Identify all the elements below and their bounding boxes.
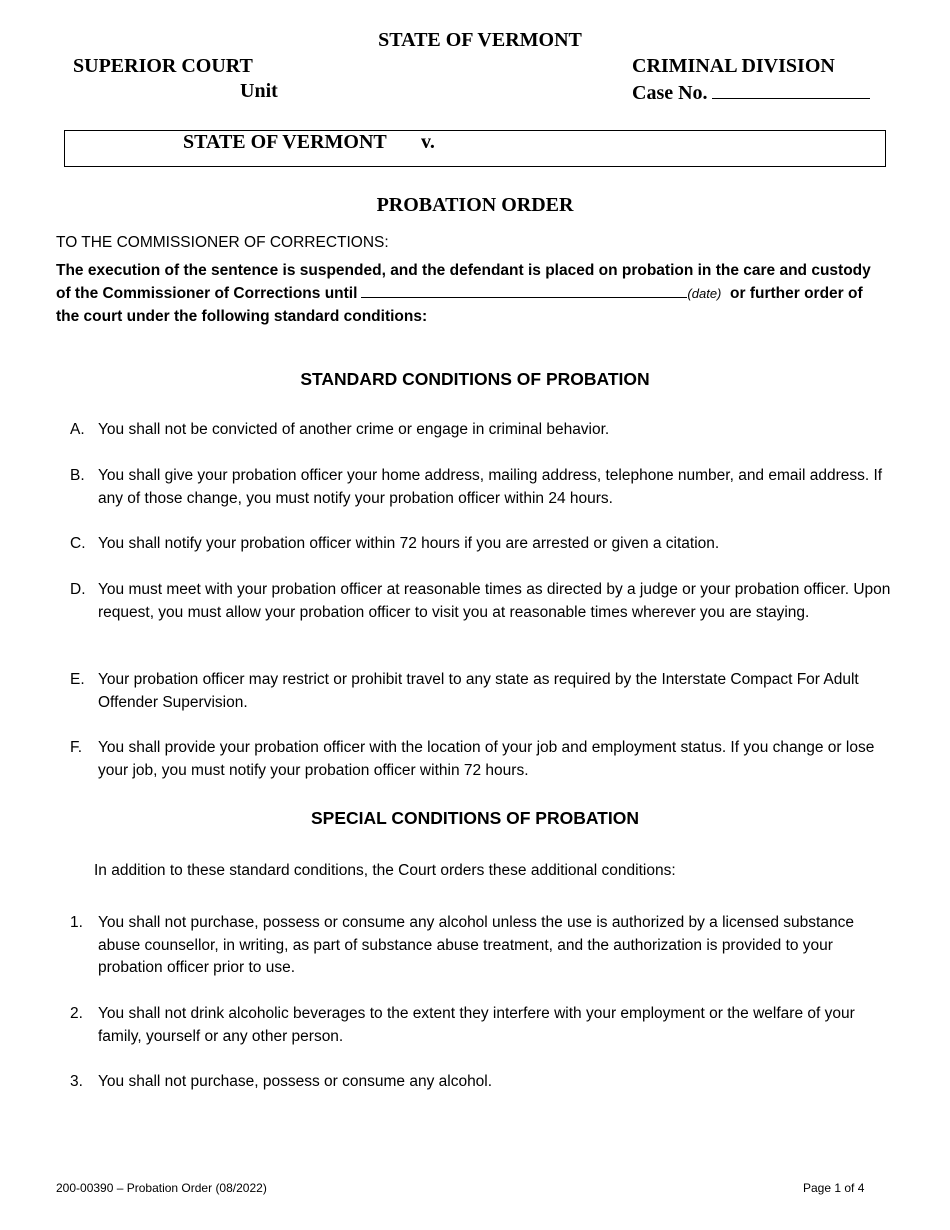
intro-text-part2: or further order of the court under the following standard conditions: — [56, 285, 863, 325]
condition-text: You must meet with your probation officer at reasonable times as directed by a judge or your probation officer. Upon request, you must allow your probation officer to visit you at reasonable times wherever you are staying. — [98, 581, 891, 621]
caption-versus: v. — [421, 131, 435, 153]
form-identifier: 200-00390 – Probation Order (08/2022) — [56, 1181, 267, 1195]
division-name: CRIMINAL DIVISION — [632, 55, 835, 77]
condition-text: You shall not drink alcoholic beverages to the extent they interfere with your employment or the welfare of your family, yourself or any other person. — [98, 1005, 855, 1045]
caption-plaintiff: STATE OF VERMONT — [183, 131, 387, 153]
condition-text: You shall provide your probation officer with the location of your job and employment status. If you change or lose your job, you must notify your probation officer within 72 hours. — [98, 739, 875, 779]
special-conditions-heading: SPECIAL CONDITIONS OF PROBATION — [311, 808, 639, 828]
condition-marker: B. — [70, 467, 85, 484]
court-name: SUPERIOR COURT — [73, 55, 253, 77]
state-title: STATE OF VERMONT — [378, 29, 582, 51]
case-number-field — [632, 80, 870, 105]
unit-label: Unit — [240, 80, 278, 102]
condition-text: You shall give your probation officer your home address, mailing address, telephone number, and email address. If any of those change, you must notify your probation officer within 24 hours. — [98, 467, 883, 507]
page-number: Page 1 of 4 — [803, 1181, 865, 1195]
condition-marker: E. — [70, 671, 85, 688]
condition-marker: 3. — [70, 1073, 83, 1090]
standard-condition-a — [56, 419, 896, 442]
addressee-line: TO THE COMMISSIONER OF CORRECTIONS: — [56, 234, 389, 251]
standard-condition-b — [56, 465, 896, 510]
condition-text: You shall notify your probation officer within 72 hours if you are arrested or given a citation. — [98, 535, 720, 552]
condition-marker: 2. — [70, 1005, 83, 1022]
condition-text: You shall not purchase, possess or consume any alcohol. — [98, 1073, 493, 1090]
condition-marker: A. — [70, 421, 85, 438]
case-number-label: Case No. — [632, 82, 708, 104]
standard-condition-c — [56, 533, 896, 556]
intro-paragraph — [56, 259, 886, 328]
special-conditions-intro: In addition to these standard conditions, the Court orders these additional conditions: — [94, 862, 676, 879]
standard-conditions-heading: STANDARD CONDITIONS OF PROBATION — [300, 369, 650, 389]
intro-text-part1: The execution of the sentence is suspended, and the defendant is placed on probation in the care and custody of the Commissioner of Corrections until — [56, 262, 871, 302]
condition-marker: D. — [70, 581, 86, 598]
date-label: (date) — [687, 286, 722, 301]
condition-text: You shall not be convicted of another crime or engage in criminal behavior. — [98, 421, 610, 438]
condition-marker: 1. — [70, 914, 83, 931]
condition-marker: C. — [70, 535, 86, 552]
special-condition-3 — [56, 1071, 896, 1094]
order-title: PROBATION ORDER — [376, 194, 574, 216]
condition-marker: F. — [70, 739, 83, 756]
standard-condition-f — [56, 737, 896, 782]
standard-condition-e — [56, 669, 896, 714]
condition-text: You shall not purchase, possess or consume any alcohol unless the use is authorized by a licensed substance abuse counsellor, in writing, as part of substance abuse treatment, and the authorization is provided to your probation officer prior to use. — [98, 914, 854, 976]
case-number-blank[interactable] — [712, 80, 870, 99]
probation-end-date-blank[interactable] — [361, 283, 687, 298]
special-condition-1 — [56, 912, 896, 980]
condition-text: Your probation officer may restrict or prohibit travel to any state as required by the Interstate Compact For Adult Offender Supervision. — [98, 671, 859, 711]
standard-condition-d — [56, 579, 896, 624]
special-condition-2 — [56, 1003, 896, 1048]
